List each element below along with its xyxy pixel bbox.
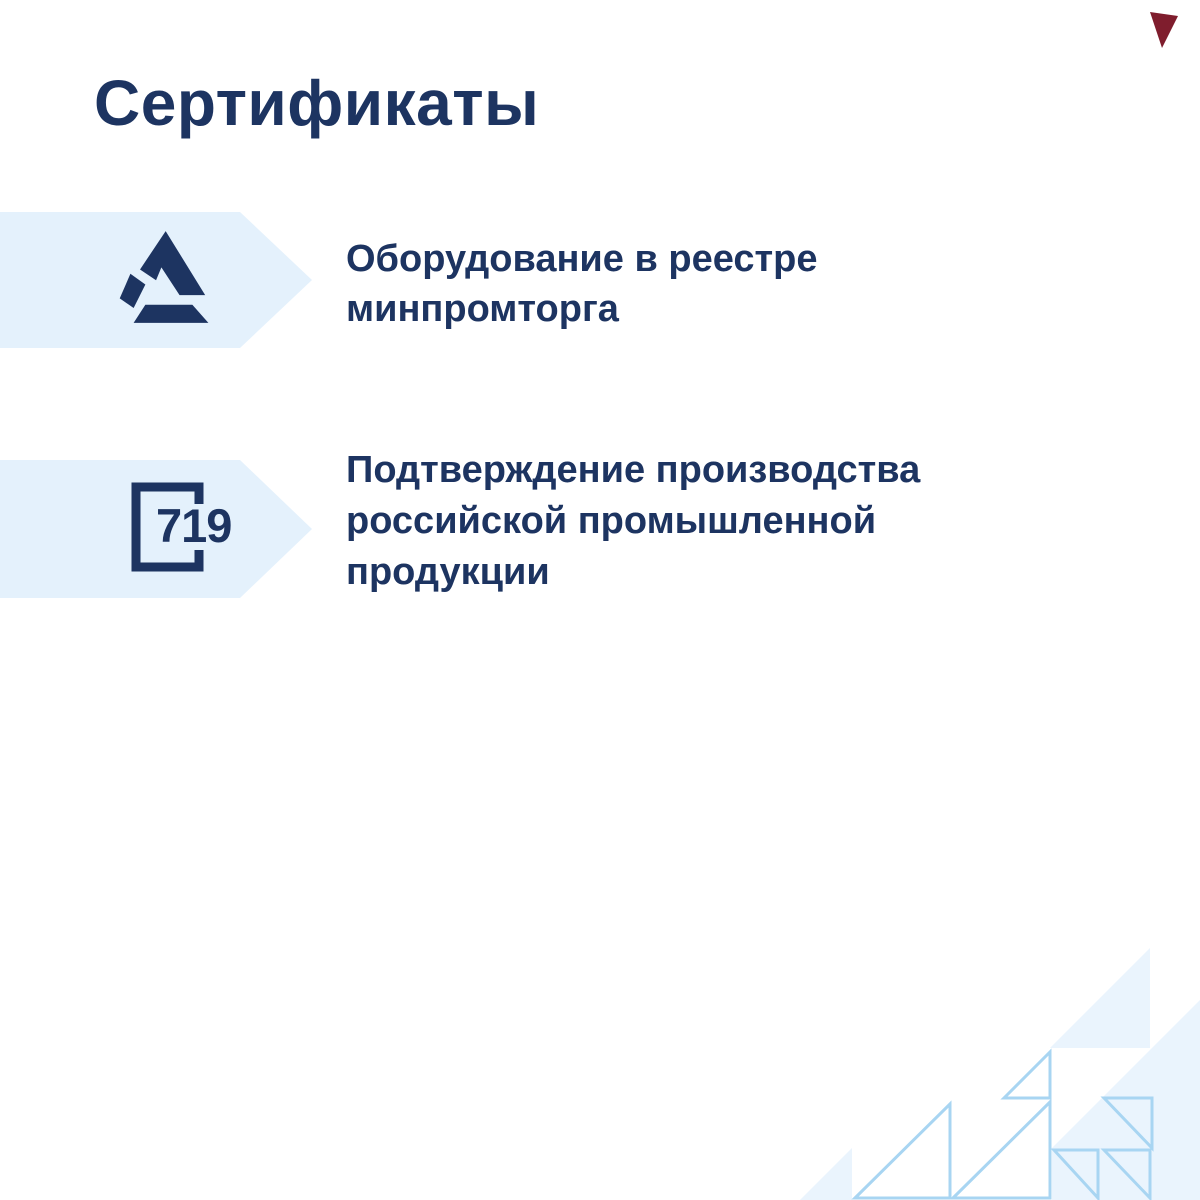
cert-text-2 [346,445,920,598]
page-title: Сертификаты [94,67,540,139]
minpromtorg-triangle-logo-icon [112,230,230,324]
cert-text-1 [346,234,817,334]
cert-text-line: Оборудование в реестре [346,238,818,280]
corner-accent-triangle-icon [1146,8,1182,50]
cert-text-line: Подтверждение производства [346,449,921,491]
badge-719-number: 719 [156,499,232,552]
cert-text-line: минпромторга [346,288,619,330]
cert-text-line: российской промышленной [346,500,877,542]
cert-text-line: продукции [346,551,550,593]
corner-triangles-decoration [790,928,1200,1200]
